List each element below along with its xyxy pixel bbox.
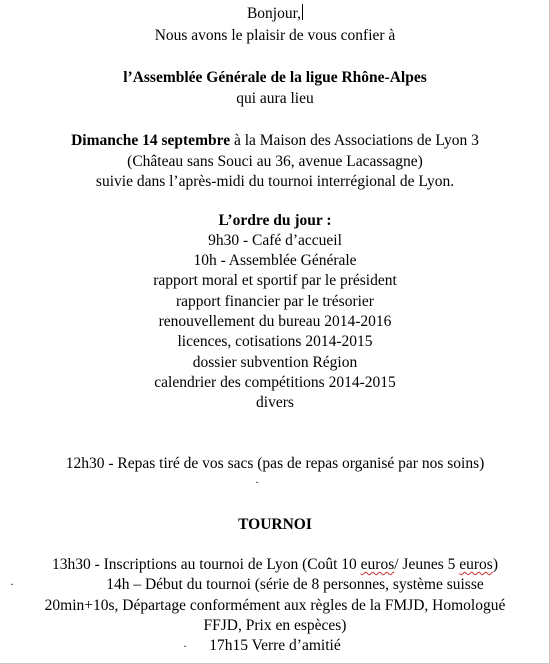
intro-line: Nous avons le plaisir de vous confier à [154, 27, 396, 44]
lunch-line: 12h30 - Repas tiré de vos sacs (pas de repas organisé par nos soins) [65, 455, 485, 472]
bullet-dot: · [10, 577, 14, 591]
agenda-item: licences, cotisations 2014-2015 [177, 333, 373, 350]
bullet-dot: · [255, 475, 259, 489]
registration-line [0, 555, 550, 575]
tournament-start-line: 14h – Début du tournoi (série de 8 personnes, système suisse [106, 576, 484, 593]
event-subtitle: qui aura lieu [236, 90, 314, 107]
agenda-title: L’ordre du jour : [218, 212, 332, 229]
agenda-item: rapport moral et sportif par le président [153, 272, 397, 289]
agenda-item: rapport financier par le trésorier [176, 293, 374, 310]
greeting-line [0, 4, 550, 24]
date-bold: Dimanche 14 septembre [71, 132, 231, 149]
rules-line: 20min+10s, Départage conformément aux règles de la FMJD, Homologué [44, 597, 506, 614]
registration-text: 13h30 - Inscriptions au tournoi de Lyon (Coût 10 [51, 556, 361, 573]
agenda-item: renouvellement du bureau 2014-2016 [158, 313, 392, 330]
date-line [0, 131, 550, 151]
agenda-item: calendrier des compétitions 2014-2015 [154, 374, 396, 391]
spelling-flag: euros [459, 556, 493, 573]
date-rest: à la Maison des Associations de Lyon 3 [230, 132, 479, 149]
afternoon-line: suivie dans l’après-midi du tournoi interrégional de Lyon. [95, 173, 455, 190]
agenda-item: dossier subvention Région [192, 354, 358, 371]
address-line: (Château sans Souci au 36, avenue Lacassagne) [127, 153, 423, 170]
spelling-flag: euros [360, 556, 395, 573]
agenda-item: divers [256, 394, 294, 411]
agenda-item: 10h - Assemblée Générale [193, 252, 357, 269]
bullet-dot: · [183, 639, 187, 653]
registration-text: / Jeunes 5 [394, 556, 460, 573]
agenda-item: 9h30 - Café d’accueil [208, 232, 342, 249]
rules-line: FFJD, Prix en espèces) [203, 617, 347, 634]
closing-line: 17h15 Verre d’amitié [209, 637, 341, 654]
tournament-title: TOURNOI [238, 516, 312, 533]
registration-text: ) [492, 556, 499, 573]
text-cursor [302, 4, 303, 20]
greeting-text: Bonjour, [246, 5, 302, 22]
event-title: l’Assemblée Générale de la ligue Rhône-Alpes [123, 69, 427, 86]
